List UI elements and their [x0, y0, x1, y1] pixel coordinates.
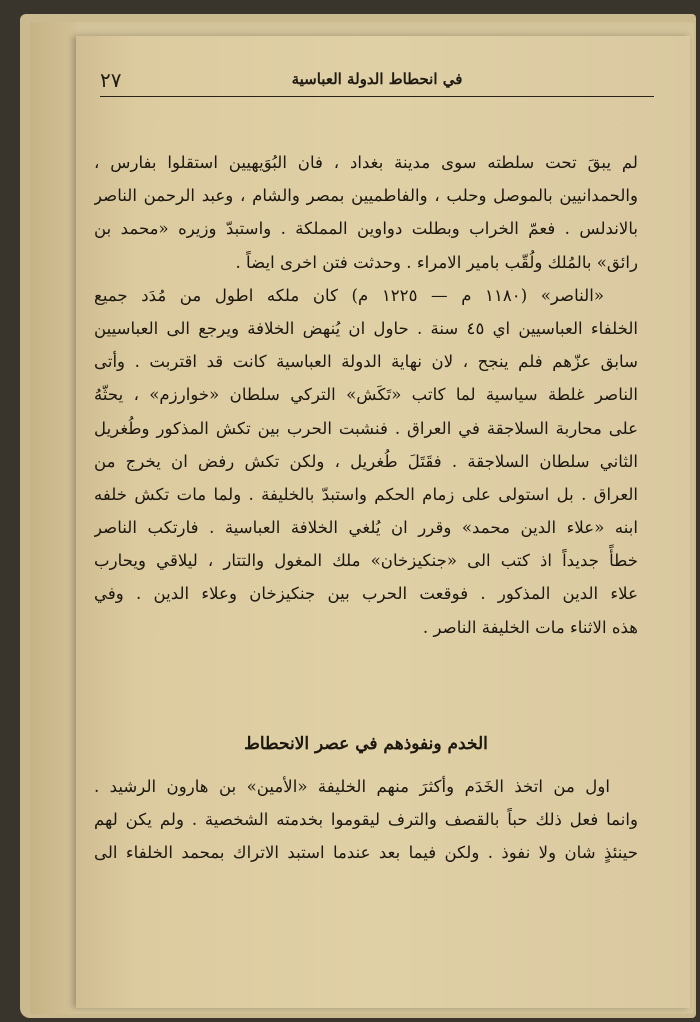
text-line: لم يبقَ تحت سلطته سوى مدينة بغداد ، فان البُوَيهيين استقلوا بفارس ، — [94, 153, 638, 172]
text-line: الثاني سلطان السلاجقة . فقَتَلَ طُغريل ، ولكن تكش رفض ان يخرج من — [94, 451, 638, 471]
page-header — [100, 66, 654, 97]
text-line: الناصر غلطة سياسية لما كاتب «تَكَش» التركي سلطان «خوارزم» ، يحثّهُ — [94, 385, 638, 405]
text-line: هذه الاثناء مات الخليفة الناصر . — [422, 617, 638, 637]
section-heading: الخدم ونفوذهم في عصر الانحطاط — [244, 734, 488, 754]
text-line: سابق عزّهم فلم ينجح ، لان نهاية الدولة العباسية كانت قد اقتربت . وأتى — [94, 352, 638, 372]
text-line: بالاندلس . فعمّ الخراب وبطلت دواوين المملكة . واستبدّ وزيره «محمد بن — [94, 219, 638, 239]
text-line: اول من اتخذ الخَدَم وأكثرَ منهم الخليفة «الأمين» بن هارون الرشيد . — [94, 777, 610, 796]
text-line: رائق» بالمُلك ولُقّب بامير الامراء . وحدثت فتن اخرى ايضاً . — [235, 252, 638, 272]
text-line: خطأً جديداً اذ كتب الى «جنكيزخان» ملك المغول والتتار ، ليلاقي ويحارب — [94, 551, 638, 571]
text-line: العراق . بل استولى على زمام الحكم واستبدّ بالخليفة . ولما مات تكش خلفه — [94, 484, 638, 504]
text-line: وانما فعل ذلك حباً بالقصف والترف ليقوموا بخدمته الشخصية . ولم يكن لهم — [94, 810, 638, 830]
text-line: الخلفاء العباسيين اي ٤٥ سنة . حاول ان يُنهض الخلافة ويرجع الى العباسيين — [94, 318, 638, 338]
text-block — [94, 146, 638, 644]
text-line: حينئذٍ شان ولا نفوذ . ولكن فيما بعد عندما استبد الاتراك بمحمد الخلفاء الى — [94, 843, 638, 863]
page-number: ٢٧ — [100, 68, 122, 92]
text-line: على محاربة السلاجقة في العراق . فنشبت الحرب بين تكش المذكور وطُغريل — [94, 418, 638, 438]
running-title: في انحطاط الدولة العباسية — [291, 70, 463, 88]
text-line: والحمدانيين بالموصل وحلب ، والفاطميين بمصر والشام ، وعبد الرحمن الناصر — [94, 186, 638, 206]
text-line: ابنه «علاء الدين محمد» وقرر ان يُلغي الخلافة العباسية . فارتكب الناصر — [94, 518, 638, 538]
text-block-2 — [94, 770, 638, 870]
text-line: «الناصر» (١١٨٠ م — ١٢٢٥ م) كان ملكه اطول من مُدَد جميع — [94, 285, 604, 305]
text-line: علاء الدين المذكور . فوقعت الحرب بين جنكيزخان وعلاء الدين . وفي — [94, 584, 638, 604]
page-edge-strip — [30, 22, 76, 1014]
